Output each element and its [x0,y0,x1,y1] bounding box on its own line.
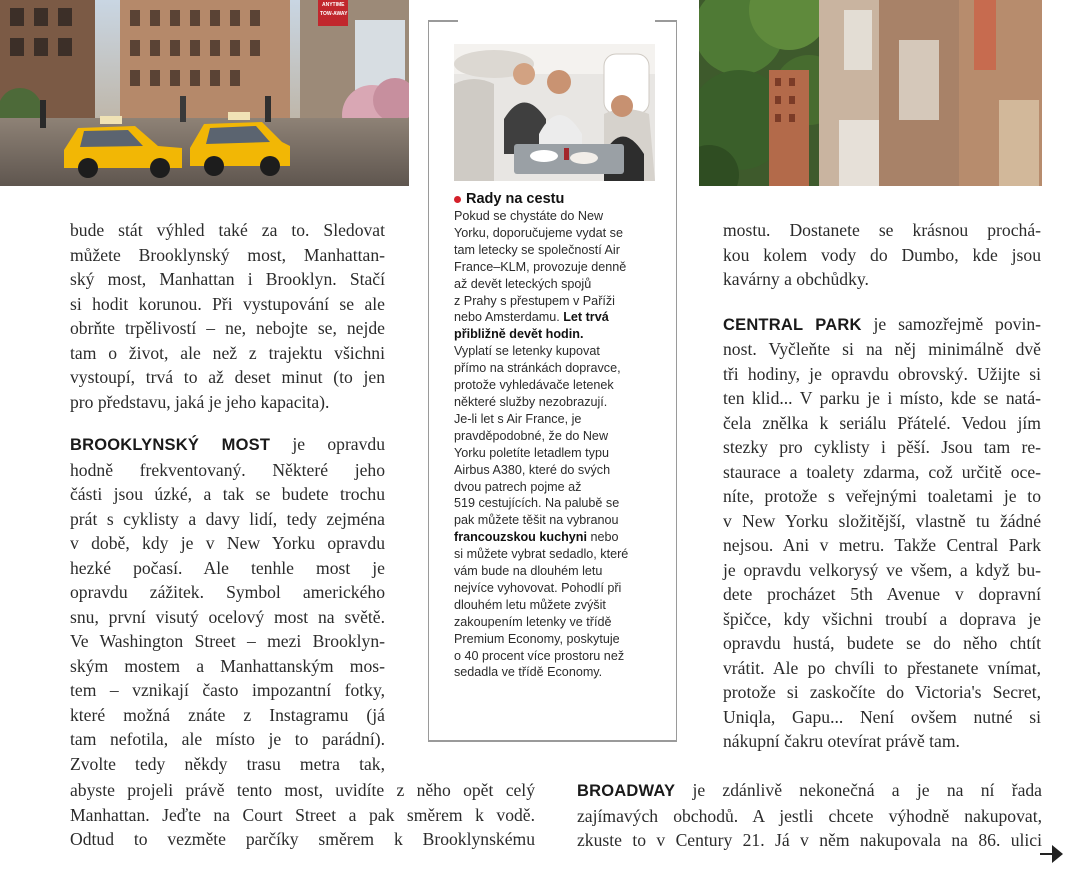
tips-line: Airbus A380, které do svých [454,462,611,477]
tips-line: vám bude na dlouhém letu [454,564,603,579]
text-line: je opravdu velkorysý ve všem, a když bu- [723,559,1041,580]
broadway-text [577,804,1042,853]
tips-line: Pokud se chystáte do New [454,209,604,223]
text-line: špičce, kdy všichni troubí a doprava je [723,608,1041,629]
tips-line: až devět leteckých spojů [454,276,592,291]
text-line: čela znělka k seriálu Přátelé. Vedou jím [723,412,1041,433]
left-wide-text [70,778,535,852]
text-line: mostu. Dostanete se krásnou prochá- [723,220,1041,240]
text-line: tam nefotila, ale místo je to parádní). [70,729,385,749]
central-park-first-line [723,312,1041,338]
tips-line: si můžete vybrat sedadlo, které [454,547,629,562]
tips-line: Yorku poletíte letadlem typu [454,445,609,460]
text-line: nejsou. Ani v metru. Takže Central Park [723,535,1041,555]
tips-line: pravděpodobné, že do New [454,428,609,443]
text-line: opravdu hustá, budete se do něho chtít [723,633,1041,653]
tips-line: z Prahy s přestupem v Paříži [454,293,615,308]
text-line: části jsou úzké, a tak se budete trochu [70,484,385,504]
tips-line: nejvíce vyhovovat. Pohodlí při [454,580,622,595]
text-line: nost. Vyčleňte si na něj minimálně dvě [723,339,1041,359]
text-line: zkuste to v Century 21. Já v něm nakupovala na 86. ulici [577,830,1042,850]
paragraph-ferry-view [70,218,385,414]
broadway-lead: je zdánlivě nekonečná a je na ní řada [692,780,1042,800]
tips-line: sedadla ve třídě Economy. [454,665,603,680]
text-line: tam o život, ale než z trajektu všichni [70,342,385,363]
text-line: Zvolte tedy někdy trasu metra tak, [70,753,385,774]
text-line: kavárny a obchůdky. [723,269,869,289]
tips-line: pak můžete těšit na vybranou [454,513,619,528]
broadway-first-line [577,778,1042,804]
tips-body [454,208,662,681]
tips-bold-text: přibližně devět hodin. [454,327,584,342]
tips-line: Premium Economy, poskytuje [454,631,620,646]
text-line: můžete Brooklynský most, Manhattan- [70,244,385,265]
heading-central-park: CENTRAL PARK [723,315,862,334]
tips-line: nebo Amsterdamu. Let trvá [454,310,609,325]
text-line: prát s cyklisty a davy lidí, tedy zejména [70,508,385,529]
text-line: bude stát výhled také za to. Sledovat [70,220,385,240]
text-line: pro představu, jaká je jeho kapacita). [70,391,330,412]
tips-line: protože vyhledávače letenek [454,378,614,393]
text-line: v době, kdy je v New Yorku opravdu [70,533,385,553]
photo-sign-anytime: ANYTIME [322,2,345,8]
paragraph-central-park [723,312,1041,754]
tips-bold-text: Let trvá [563,310,609,325]
tips-line: Yorku, doporučujeme vydat se [454,225,623,240]
sidebar-box-top-border-right [655,20,677,22]
tips-line: francouzskou kuchyni nebo [454,530,619,545]
text-line: obrňte trpělivostí – ne, nebojte se, nejde [70,318,385,338]
red-bullet-icon [454,196,461,203]
tips-line: Je-li let s Air France, je [454,411,582,426]
text-line: vrátit. Ale po chvíli to přestanete vnímat, [723,657,1041,678]
tips-line: o 40 procent více prostoru než [454,648,625,663]
text-line: staurace a toalety zdarma, což určitě oce- [723,461,1041,482]
tips-title-text: Rady na cestu [466,191,565,207]
text-line: protože si zaskočíte do Victoria's Secret, [723,682,1041,702]
text-line: Odtud to vezměte parčíky směrem k Brooklynskému [70,829,535,849]
paragraph-dumbo [723,218,1041,292]
heading-broadway: BROADWAY [577,782,676,800]
tips-line: Vyplatí se letenky kupovat [454,344,600,359]
text-line: kou kolem vody do Dumbo, kde jsou [723,244,1041,265]
text-line: ským mostem a Manhattanským mos- [70,655,385,676]
central-park-text [723,337,1041,754]
right-column [723,218,1041,754]
sidebar-box-bottom-border [428,740,677,742]
text-line: které možná znáte z Instagramu (já [70,704,385,725]
brooklyn-bridge-lead: je opravdu [292,434,386,454]
chevron-right-icon[interactable] [1040,841,1064,867]
paragraph-brooklyn-bridge [70,432,385,776]
paragraph-broadway [577,778,1042,853]
tips-bold-text: francouzskou kuchyni [454,530,587,545]
left-column [70,218,385,776]
tips-line: France–KLM, provozuje denně [454,259,627,274]
sidebar-box-top-border [428,20,458,22]
text-line: si hodit korunou. Při vystupování se ale [70,293,385,314]
tips-line [454,326,662,343]
text-line: vystoupí, trvá to až deset minut (to jen [70,367,385,387]
brooklyn-bridge-text [70,458,385,777]
text-line: ten klid... V parku je i místo, kde se natá- [723,388,1041,408]
text-line: abyste projeli právě tento most, uvidíte z něho opět celý [70,780,535,800]
photo-street-taxis [0,0,409,186]
text-line: opravdu zážitek. Symbol amerického [70,582,385,602]
text-line: ský most, Manhattan i Brooklyn. Stačí [70,269,385,289]
travel-tips-sidebar [454,190,662,681]
photo-central-park-aerial [699,0,1042,186]
heading-brooklyn-bridge: BROOKLYNSKÝ MOST [70,436,271,454]
tips-line: dvou patrech pojme až [454,479,582,494]
photo-airline-cabin [454,44,655,181]
text-line: níte, protože s veřejnými toaletami je to [723,486,1041,506]
text-line: tem – vznikají často impozantní fotky, [70,680,385,700]
tips-line: dlouhém letu můžete zvýšit [454,597,606,612]
text-line: Ve Washington Street – mezi Brooklyn- [70,631,385,651]
tips-line: přímo na stránkách dopravce, [454,361,621,376]
text-line: snu, první visutý ocelový most na světě. [70,606,385,627]
text-line: v New Yorku složitější, vlastně tu žádné [723,510,1041,531]
text-line: tři hodiny, je opravdu obrovský. Užijte si [723,363,1041,384]
text-line: hodně frekventovaný. Některé jeho [70,459,385,480]
text-line: Manhattan. Jeďte na Court Street a pak směrem k vodě. [70,804,535,825]
tips-line: některé služby nezobrazují. [454,394,608,409]
text-line: zajímavých obchodů. A jestli chcete výhodně nakupovat, [577,805,1042,826]
tips-line: 519 cestujících. Na palubě se [454,496,620,511]
text-line: Uniqla, Gapu... Není ovšem nutné si [723,706,1041,727]
central-park-lead: je samozřejmě povin- [873,313,1041,334]
text-line: hezké počasí. Ale tenhle most je [70,557,385,578]
text-line: dete procházet 5th Avenue v dopravní [723,584,1041,604]
text-line: stezky pro cyklisty i pěší. Jsou tam re- [723,437,1041,457]
tips-line: zakoupením letenky ve třídě [454,614,612,629]
tips-title [454,190,662,208]
tips-line: tam letecky se společností Air [454,242,620,257]
photo-sign-towaway: TOW-AWAY [320,11,348,17]
text-line: nákupní čakru otevírat právě tam. [723,731,960,751]
brooklyn-bridge-first-line [70,432,385,458]
